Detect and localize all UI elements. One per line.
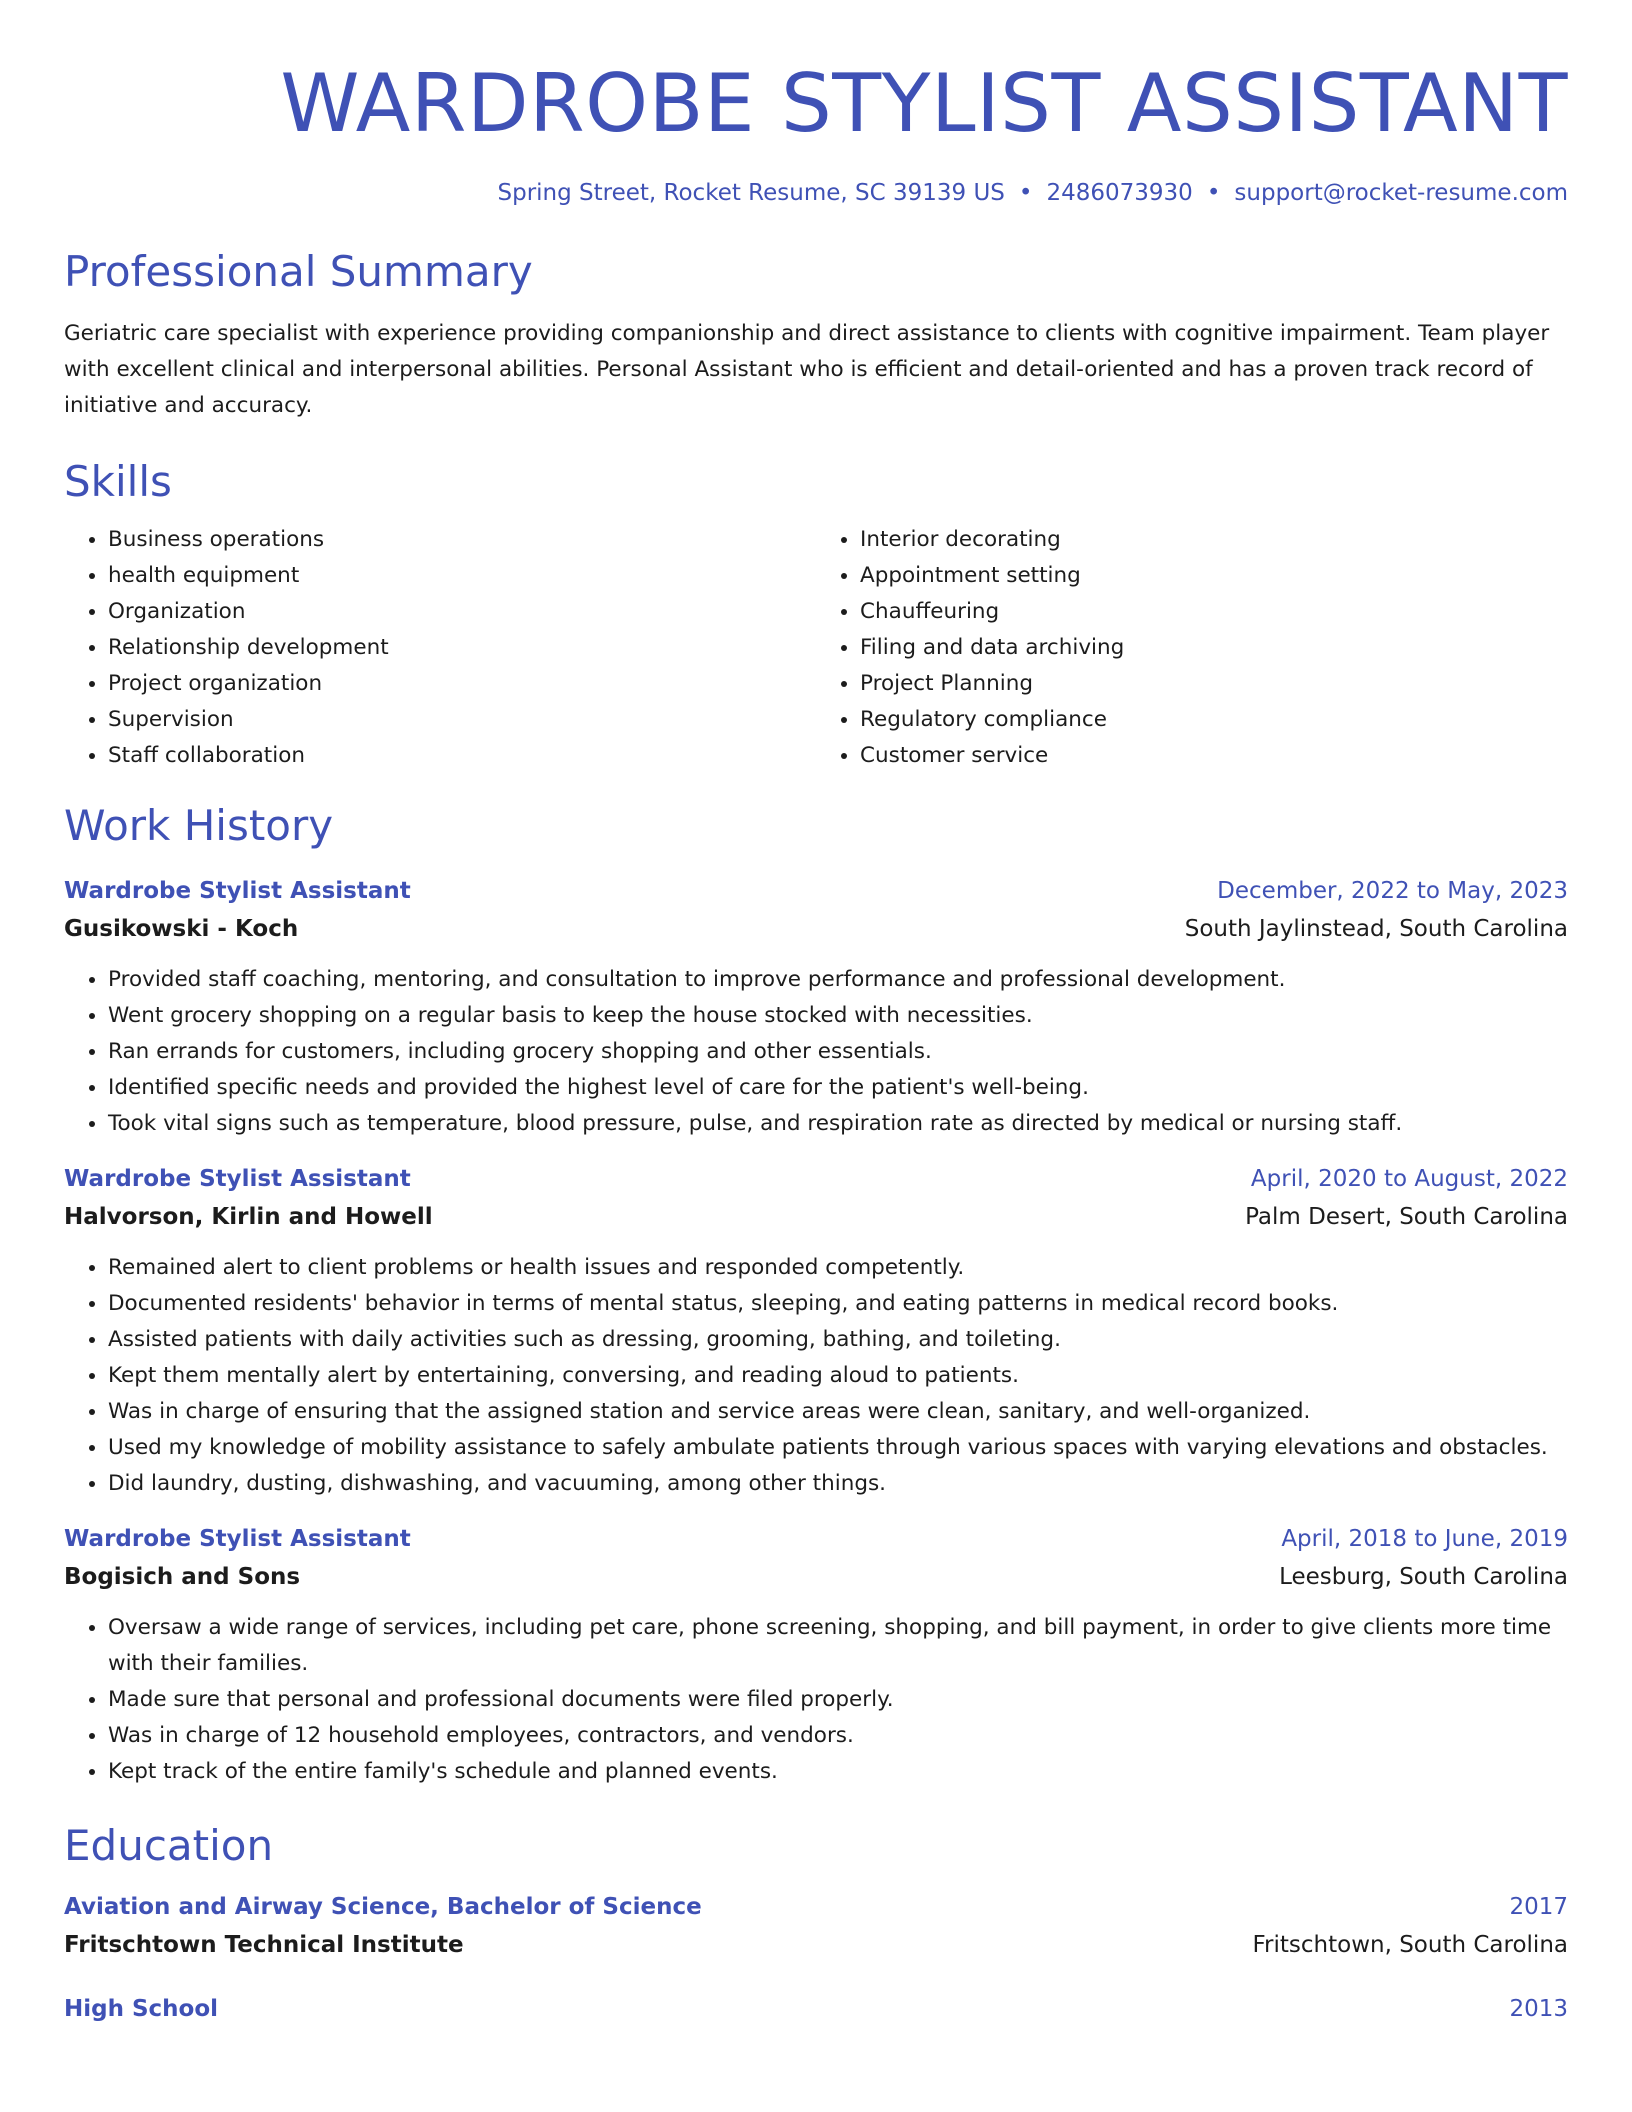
job-entry [64, 1160, 1568, 1502]
job-entry [64, 1520, 1568, 1790]
job-bullet: • Remained alert to client problems or health issues and responded competently. [108, 1250, 1568, 1286]
contact-line [64, 176, 1568, 210]
job-bullets [64, 1250, 1568, 1502]
job-bullet: • Identified specific needs and provided the highest level of care for the patient's well-being. [108, 1070, 1568, 1106]
skill-item: • Organization [108, 594, 816, 630]
skill-item: • Interior decorating [860, 522, 1568, 558]
job-role: Wardrobe Stylist Assistant [64, 878, 411, 904]
skill-item: • Project Planning [860, 666, 1568, 702]
contact-separator: • [1018, 180, 1033, 206]
skill-item: • Business operations [108, 522, 816, 558]
skill-item: • Chauffeuring [860, 594, 1568, 630]
resume-title: WARDROBE STYLIST ASSISTANT [280, 57, 1568, 150]
skill-item: • Appointment setting [860, 558, 1568, 594]
skills-list [64, 522, 1568, 774]
education-heading: Education [64, 1821, 274, 1870]
job-role: Wardrobe Stylist Assistant [64, 1526, 411, 1552]
contact-separator: • [1206, 180, 1221, 206]
skill-item: • Relationship development [108, 630, 816, 666]
contact-address: Spring Street, Rocket Resume, SC 39139 US [497, 180, 1005, 206]
job-entry [64, 872, 1568, 1142]
skill-item: • Staff collaboration [108, 738, 816, 774]
job-bullet: • Documented residents' behavior in terms of mental status, sleeping, and eating patterns in medical record books. [108, 1286, 1568, 1322]
summary-heading: Professional Summary [64, 247, 533, 296]
skills-column-right [816, 522, 1568, 774]
job-bullet: • Oversaw a wide range of services, including pet care, phone screening, shopping, and bill payment, in order to give clients more time with their families. [108, 1610, 1568, 1682]
education-degree: High School [64, 1996, 219, 2022]
skill-item: • Regulatory compliance [860, 702, 1568, 738]
skill-item: • health equipment [108, 558, 816, 594]
education-year: 2017 [1509, 1894, 1568, 1920]
job-company: Bogisich and Sons [64, 1564, 301, 1590]
skill-item: • Project organization [108, 666, 816, 702]
job-bullet: • Kept track of the entire family's schedule and planned events. [108, 1754, 1568, 1790]
education-entry [64, 1990, 1568, 2028]
job-bullet: • Used my knowledge of mobility assistance to safely ambulate patients through various spaces with varying elevations and obstacles. [108, 1430, 1568, 1466]
job-location: Palm Desert, South Carolina [1245, 1204, 1568, 1230]
skills-column-left [64, 522, 816, 774]
job-dates: December, 2022 to May, 2023 [1217, 878, 1568, 904]
job-bullet: • Ran errands for customers, including grocery shopping and other essentials. [108, 1034, 1568, 1070]
skill-item: • Supervision [108, 702, 816, 738]
job-dates: April, 2020 to August, 2022 [1250, 1166, 1568, 1192]
skill-item: • Customer service [860, 738, 1568, 774]
work-history-heading: Work History [64, 801, 334, 850]
job-bullet: • Assisted patients with daily activities such as dressing, grooming, bathing, and toileting. [108, 1322, 1568, 1358]
skill-item: • Filing and data archiving [860, 630, 1568, 666]
summary-text: Geriatric care specialist with experience providing companionship and direct assistance to clients with cognitive impairment. Team player with excellent clinical and interpersonal abilities. Personal Assistant who is efficient and detail-oriented and has a proven track record of initiative and accuracy. [64, 321, 1550, 418]
job-bullet: • Made sure that personal and professional documents were filed properly. [108, 1682, 1568, 1718]
skills-heading: Skills [64, 457, 172, 506]
job-location: South Jaylinstead, South Carolina [1184, 916, 1568, 942]
job-bullet: • Went grocery shopping on a regular basis to keep the house stocked with necessities. [108, 998, 1568, 1034]
education-degree: Aviation and Airway Science, Bachelor of Science [64, 1894, 702, 1920]
education-year: 2013 [1509, 1996, 1568, 2022]
job-bullet: • Took vital signs such as temperature, blood pressure, pulse, and respiration rate as directed by medical or nursing staff. [108, 1106, 1568, 1142]
job-company: Halvorson, Kirlin and Howell [64, 1204, 433, 1230]
education-school: Fritschtown Technical Institute [64, 1932, 464, 1958]
job-bullet: • Did laundry, dusting, dishwashing, and vacuuming, among other things. [108, 1466, 1568, 1502]
education-location: Fritschtown, South Carolina [1252, 1932, 1568, 1958]
job-company: Gusikowski - Koch [64, 916, 299, 942]
contact-phone: 2486073930 [1046, 180, 1193, 206]
job-bullet: • Kept them mentally alert by entertaining, conversing, and reading aloud to patients. [108, 1358, 1568, 1394]
job-bullet: • Provided staff coaching, mentoring, and consultation to improve performance and professional development. [108, 962, 1568, 998]
education-entry [64, 1888, 1568, 1964]
job-dates: April, 2018 to June, 2019 [1281, 1526, 1568, 1552]
job-bullets [64, 1610, 1568, 1790]
job-bullet: • Was in charge of 12 household employees, contractors, and vendors. [108, 1718, 1568, 1754]
contact-email[interactable]: support@rocket-resume.com [1234, 180, 1568, 206]
job-role: Wardrobe Stylist Assistant [64, 1166, 411, 1192]
job-location: Leesburg, South Carolina [1279, 1564, 1568, 1590]
job-bullets [64, 962, 1568, 1142]
job-bullet: • Was in charge of ensuring that the assigned station and service areas were clean, sanitary, and well-organized. [108, 1394, 1568, 1430]
